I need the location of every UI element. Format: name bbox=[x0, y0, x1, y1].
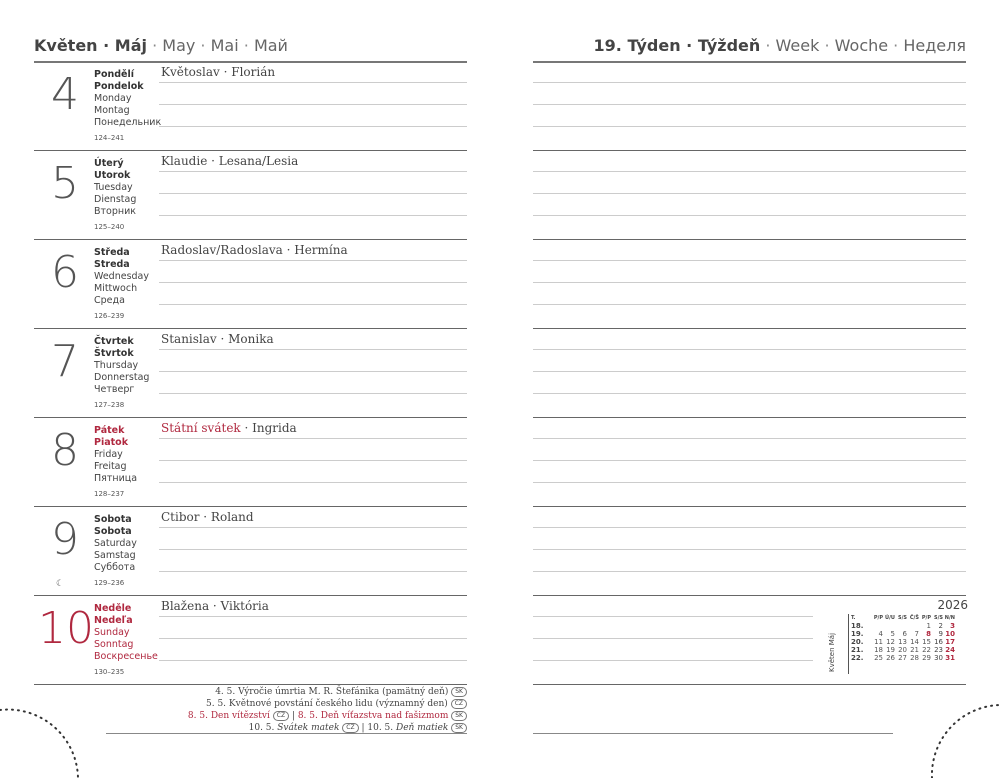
note-3: 8. 5. Den vítězství CZ | 8. 5. Deň víťazstva nad fašizmom SK bbox=[188, 710, 467, 722]
week-de: Woche bbox=[834, 36, 889, 55]
name-day: Stanislav · Monika bbox=[161, 332, 274, 346]
day-names: Čtvrtek Štvrtok Thursday Donnerstag Четверг 127–238 bbox=[94, 336, 150, 409]
day-number: 4 bbox=[51, 69, 79, 120]
sk-badge: SK bbox=[451, 723, 467, 733]
name-day: Radoslav/Radoslava · Hermína bbox=[161, 243, 348, 257]
name-day: Blažena · Viktória bbox=[161, 599, 269, 613]
day-number: 8 bbox=[51, 425, 79, 476]
day-number: 9 bbox=[51, 514, 79, 565]
note-1: 4. 5. Výročie úmrtia M. R. Štefánika (pamätný deň) SK bbox=[188, 686, 467, 698]
name-day: Státní svátek · Ingrida bbox=[161, 421, 297, 435]
week-en: Week bbox=[775, 36, 820, 55]
name-day: Klaudie · Lesana/Lesia bbox=[161, 154, 299, 168]
month-cz: Květen bbox=[34, 36, 98, 55]
holiday-notes bbox=[188, 686, 467, 734]
day-names: Úterý Utorok Tuesday Dienstag Вторник 125–240 bbox=[94, 158, 137, 231]
week-ru: Неделя bbox=[903, 36, 966, 55]
week-sk: Týždeň bbox=[697, 36, 761, 55]
calendar-month-label: Květen Máj bbox=[826, 614, 849, 674]
right-page-header: 19. Týden · Týždeň · Week · Woche · Неделя bbox=[593, 36, 966, 55]
name-day: Květoslav · Florián bbox=[161, 65, 276, 79]
month-ru: Май bbox=[253, 36, 288, 55]
ordinal-day: 127–238 bbox=[94, 401, 125, 409]
state-holiday-label: Státní svátek bbox=[161, 421, 241, 435]
left-bottom-rule bbox=[106, 733, 467, 734]
note-2: 5. 5. Květnové povstání českého lidu (významný den) CZ bbox=[188, 698, 467, 710]
week-cz: 19. Týden bbox=[593, 36, 681, 55]
day-block-4[interactable] bbox=[34, 61, 467, 151]
sk-badge: SK bbox=[451, 687, 467, 697]
ordinal-day: 125–240 bbox=[94, 223, 125, 231]
day-number: 6 bbox=[51, 247, 79, 298]
day-block-8[interactable] bbox=[34, 417, 467, 507]
binding-hole-left bbox=[0, 690, 90, 778]
day-number: 5 bbox=[51, 158, 79, 209]
note-4: 10. 5. Svátek matek CZ | 10. 5. Deň matiek SK bbox=[188, 722, 467, 734]
calendar-grid: T. P/P Ú/U S/S Č/Š P/P S/S N/N 18. 1 2 3 19. 4 5 6 7 8 9 10 20. 11 12 13 14 15 16 17 21. 18 19 20 21 22 23 24 22. 25 26 27 28 29 30 31 bbox=[851, 615, 955, 662]
calendar-week-row: 18. 1 2 3 bbox=[851, 622, 955, 630]
calendar-year: 2026 bbox=[937, 598, 968, 612]
cz-badge: CZ bbox=[273, 711, 289, 721]
calendar-week-row: 20. 11 12 13 14 15 16 17 bbox=[851, 638, 955, 646]
day-names: Pátek Piatok Friday Freitag Пятница 128–237 bbox=[94, 425, 138, 498]
month-sk: Máj bbox=[114, 36, 147, 55]
day-block-6[interactable] bbox=[34, 239, 467, 329]
sk-badge: SK bbox=[451, 711, 467, 721]
ordinal-day: 130–235 bbox=[94, 668, 125, 676]
moon-phase-icon: ☾ bbox=[56, 579, 65, 589]
day-names: Pondělí Pondelok Monday Montag Понедельник 124–241 bbox=[94, 69, 162, 142]
day-names: Středa Streda Wednesday Mittwoch Среда 126–239 bbox=[94, 247, 150, 320]
right-top-rule bbox=[533, 61, 966, 63]
month-de: Mai bbox=[210, 36, 239, 55]
day-names: Sobota Sobota Saturday Samstag Суббота 129–236 bbox=[94, 514, 137, 587]
left-page-header: Květen · Máj · May · Mai · Май bbox=[34, 36, 288, 55]
day-block-10[interactable] bbox=[34, 595, 467, 685]
day-names: Neděle Nedeľa Sunday Sonntag Воскресенье 130–235 bbox=[94, 603, 158, 676]
day-number: 10 bbox=[38, 603, 94, 654]
name-day: Ctibor · Roland bbox=[161, 510, 254, 524]
calendar-week-row: 22. 25 26 27 28 29 30 31 bbox=[851, 654, 955, 662]
ordinal-day: 126–239 bbox=[94, 312, 125, 320]
binding-hole-right bbox=[920, 690, 1000, 778]
day-block-7[interactable] bbox=[34, 328, 467, 418]
cz-badge: CZ bbox=[342, 723, 358, 733]
ordinal-day: 128–237 bbox=[94, 490, 125, 498]
ordinal-day: 124–241 bbox=[94, 134, 125, 142]
cz-badge: CZ bbox=[451, 699, 467, 709]
calendar-week-row: 21. 18 19 20 21 22 23 24 bbox=[851, 646, 955, 654]
month-en: May bbox=[162, 36, 196, 55]
calendar-week-row: 19. 4 5 6 7 8 9 10 bbox=[851, 630, 955, 638]
ordinal-day: 129–236 bbox=[94, 579, 125, 587]
day-block-9[interactable] bbox=[34, 506, 467, 596]
day-block-5[interactable] bbox=[34, 150, 467, 240]
right-bottom-rule bbox=[533, 733, 893, 734]
day-number: 7 bbox=[51, 336, 79, 387]
